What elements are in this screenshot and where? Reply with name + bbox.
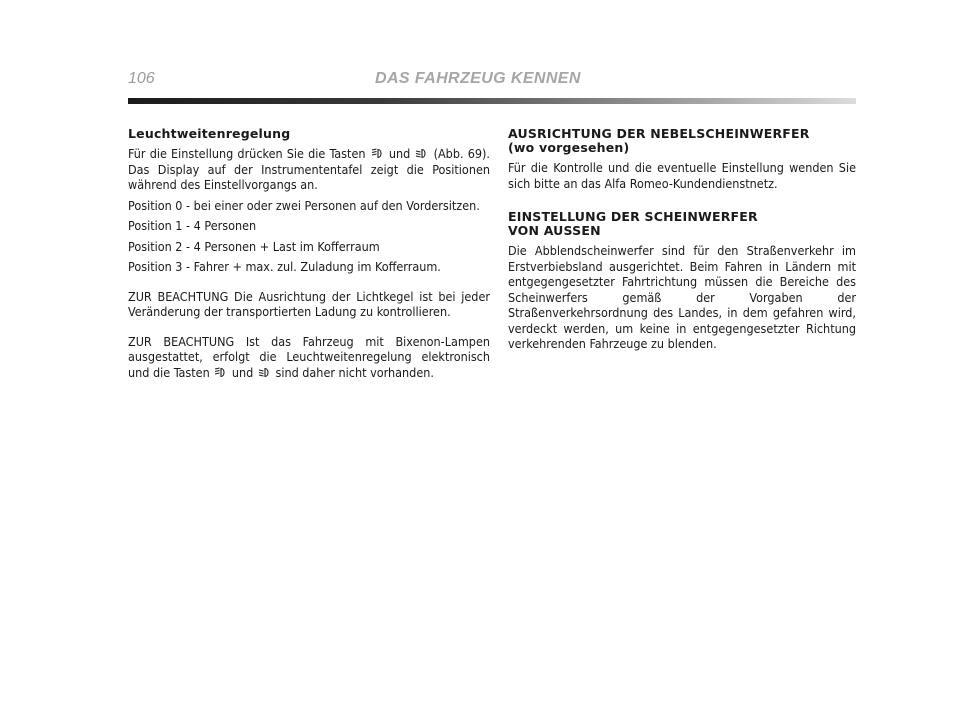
- text-span: und: [231, 364, 254, 380]
- page-number: 106: [128, 70, 155, 87]
- paragraph-fog-lamps: Für die Kontrolle und die eventuelle Einstellung wenden Sie sich bitte an das Alfa Romeo-Kundendienstnetz.: [508, 160, 856, 191]
- text-span: und: [388, 146, 411, 161]
- section-heading-leuchtweitenregelung: Leuchtweitenregelung: [128, 126, 291, 141]
- note-bixenon: [128, 334, 490, 381]
- position-2: Position 2 - 4 Personen + Last im Kofferraum: [128, 238, 380, 254]
- headlamp-down-icon: [258, 367, 271, 378]
- text-span: sind daher nicht vorhanden.: [275, 364, 434, 380]
- section-heading-fog-lamps: [508, 127, 856, 155]
- headlamp-up-icon: [214, 367, 227, 378]
- text-span: Für die Einstellung drücken Sie die Tasten: [128, 146, 366, 161]
- page-header: [128, 70, 856, 90]
- note-load-check: ZUR BEACHTUNG Die Ausrichtung der Lichtkegel ist bei jeder Veränderung der transportierten Ladung zu kontrollieren.: [128, 288, 490, 319]
- left-column: [128, 127, 490, 385]
- section-heading-headlamp-setting: [508, 210, 856, 238]
- right-column: [508, 127, 856, 357]
- paragraph-adjustment: [128, 146, 490, 193]
- position-0: Position 0 - bei einer oder zwei Personen auf den Vordersitzen.: [128, 197, 480, 213]
- paragraph-headlamp-setting: Die Abblendscheinwerfer sind für den Straßenverkehr im Erstverbiebsland ausgerichtet. Beim Fahren in Ländern mit entgegengesetzter Fahrtrichtung müssen die Bereiche des Scheinwerfers gemäß der Vorgaben der Straßenverkehrsordnung des Landes, in dem gefahren wird, verdeckt werden, um keine in entgegengesetzter Richtung verkehrenden Fahrzeuge zu blenden.: [508, 243, 856, 351]
- heading-line: VON AUSSEN: [508, 223, 601, 238]
- heading-line: (wo vorgesehen): [508, 140, 630, 155]
- text-span: ZUR BEACHTUNG Ist das Fahrzeug mit Bixenon-Lampen ausgestattet, erfolgt die Leuchtweitenregelung elektronisch und die Tasten: [128, 333, 490, 380]
- headlamp-down-icon: [415, 148, 428, 159]
- spacer: [508, 196, 856, 210]
- text-span: (Abb. 69). Das Display auf der Instrumententafel zeigt die Positionen während des Einstellvorgangs an.: [128, 146, 490, 192]
- headlamp-up-icon: [371, 148, 384, 159]
- header-rule: [128, 98, 856, 104]
- heading-line: AUSRICHTUNG DER NEBELSCHEINWERFER: [508, 126, 810, 141]
- heading-line: EINSTELLUNG DER SCHEINWERFER: [508, 209, 758, 224]
- position-1: Position 1 - 4 Personen: [128, 218, 257, 233]
- position-3: Position 3 - Fahrer + max. zul. Zuladung im Kofferraum.: [128, 259, 441, 274]
- running-title: DAS FAHRZEUG KENNEN: [375, 70, 581, 87]
